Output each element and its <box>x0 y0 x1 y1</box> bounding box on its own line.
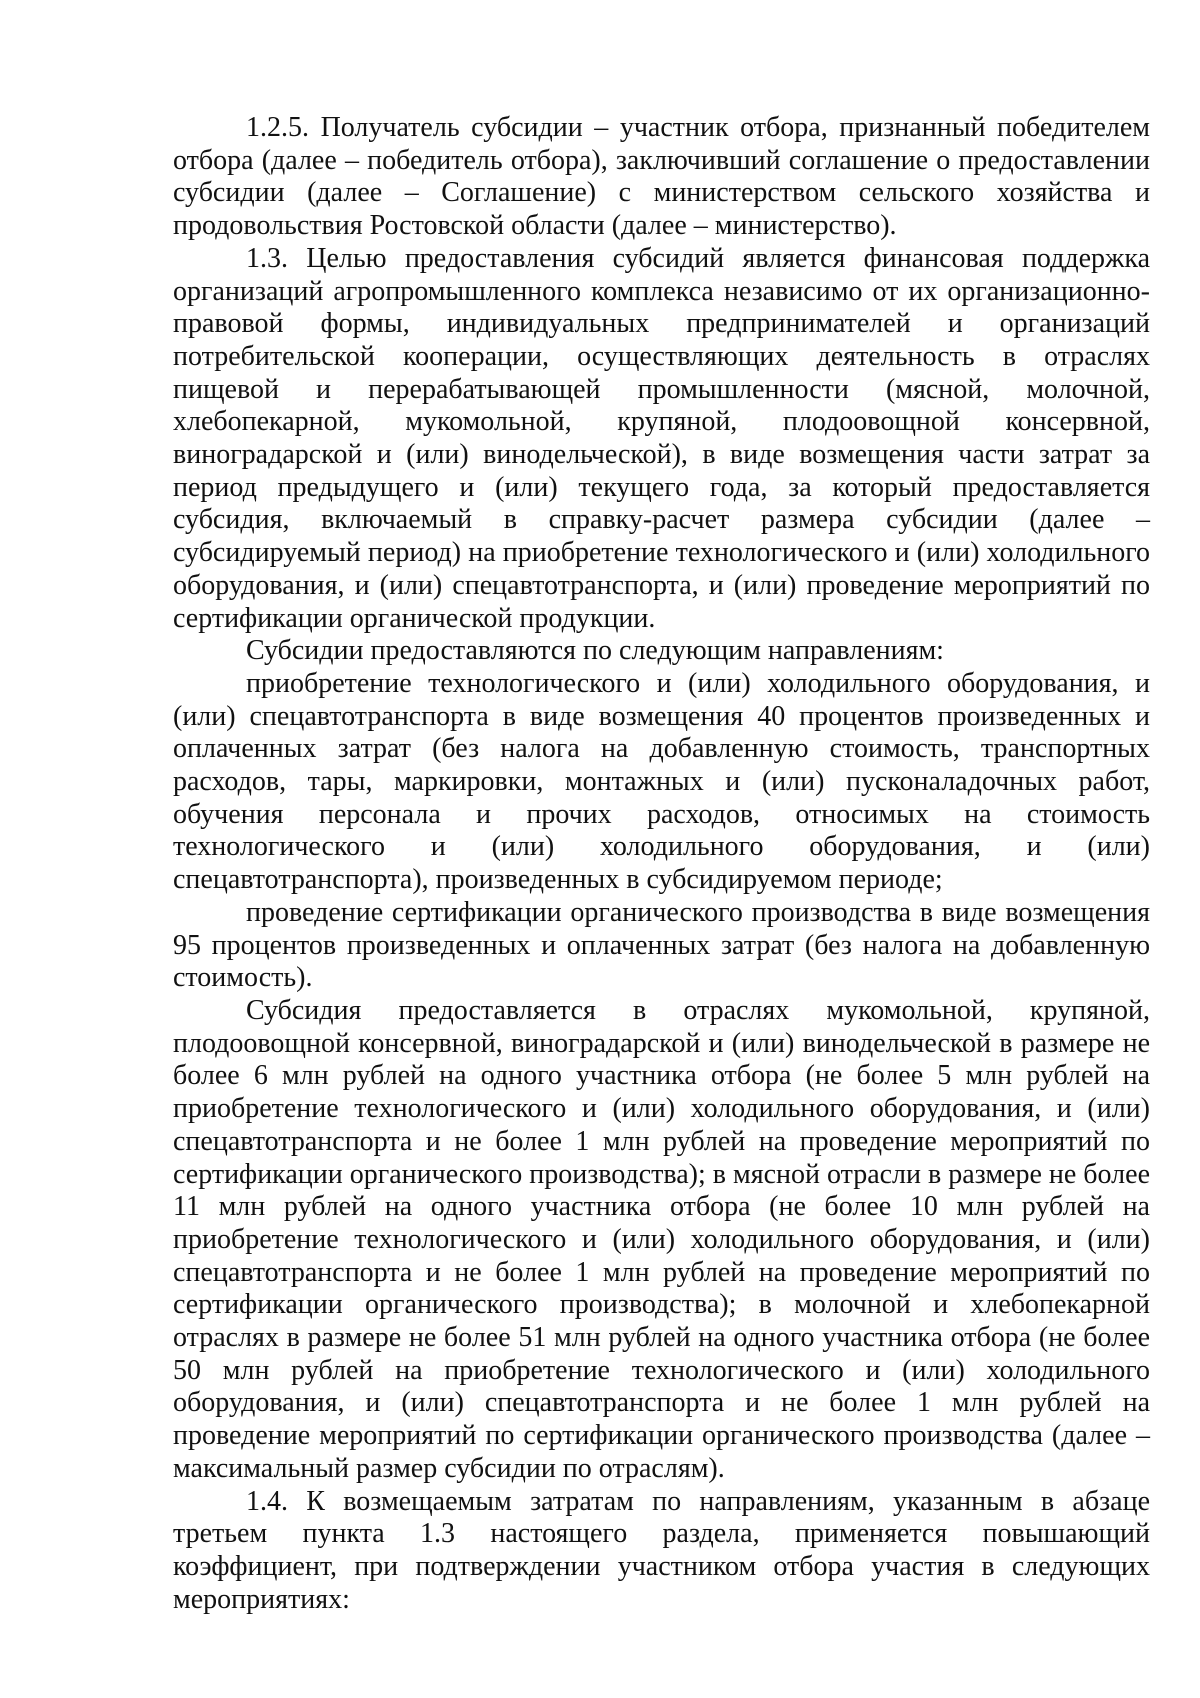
document-page <box>173 112 1150 1616</box>
paragraph-1-3: 1.3. Целью предоставления субсидий является финансовая поддержка организаций агропромышленного комплекса независимо от их организационно-правовой формы, индивидуальных предпринимателей и организаций потребительской кооперации, осуществляющих деятельность в отраслях пищевой и перерабатывающей промышленности (мясной, молочной, хлебопекарной, мукомольной, крупяной, плодоовощной консервной, виноградарской и (или) винодельческой), в виде возмещения части затрат за период предыдущего и (или) текущего года, за который предоставляется субсидия, включаемый в справку-расчет размера субсидии (далее – субсидируемый период) на приобретение технологического и (или) холодильного оборудования, и (или) спецавтотранспорта, и (или) проведение мероприятий по сертификации органической продукции. <box>173 242 1150 634</box>
paragraph-direction-certification: проведение сертификации органического производства в виде возмещения 95 процентов произведенных и оплаченных затрат (без налога на добавленную стоимость). <box>173 896 1150 994</box>
paragraph-subsidy-limits: Субсидия предоставляется в отраслях мукомольной, крупяной, плодоовощной консервной, виноградарской и (или) винодельческой в размере не более 6 млн рублей на одного участника отбора (не более 5 млн рублей на приобретение технологического и (или) холодильного оборудования, и (или) спецавтотранспорта и не более 1 млн рублей на проведение мероприятий по сертификации органического производства); в мясной отрасли в размере не более 11 млн рублей на одного участника отбора (не более 10 млн рублей на приобретение технологического и (или) холодильного оборудования, и (или) спецавтотранспорта и не более 1 млн рублей на проведение мероприятий по сертификации органического производства); в молочной и хлебопекарной отраслях в размере не более 51 млн рублей на одного участника отбора (не более 50 млн рублей на приобретение технологического и (или) холодильного оборудования, и (или) спецавтотранспорта и не более 1 млн рублей на проведение мероприятий по сертификации органического производства (далее – максимальный размер субсидии по отраслям). <box>173 994 1151 1484</box>
paragraph-1-2-5: 1.2.5. Получатель субсидии – участник отбора, признанный победителем отбора (далее – победитель отбора), заключивший соглашение о предоставлении субсидии (далее – Соглашение) с министерством сельского хозяйства и продовольствия Ростовской области (далее – министерство). <box>173 112 1150 242</box>
paragraph-directions-intro: Субсидии предоставляются по следующим направлениям: <box>246 635 944 667</box>
paragraph-direction-equipment: приобретение технологического и (или) холодильного оборудования, и (или) спецавтотранспорта в виде возмещения 40 процентов произведенных и оплаченных затрат (без налога на добавленную стоимость, транспортных расходов, тары, маркировки, монтажных и (или) пусконаладочных работ, обучения персонала и прочих расходов, относимых на стоимость технологического и (или) холодильного оборудования, и (или) спецавтотранспорта), произведенных в субсидируемом периоде; <box>173 667 1150 896</box>
paragraph-1-4: 1.4. К возмещаемым затратам по направлениям, указанным в абзаце третьем пункта 1.3 настоящего раздела, применяется повышающий коэффициент, при подтверждении участником отбора участия в следующих мероприятиях: <box>173 1485 1150 1615</box>
